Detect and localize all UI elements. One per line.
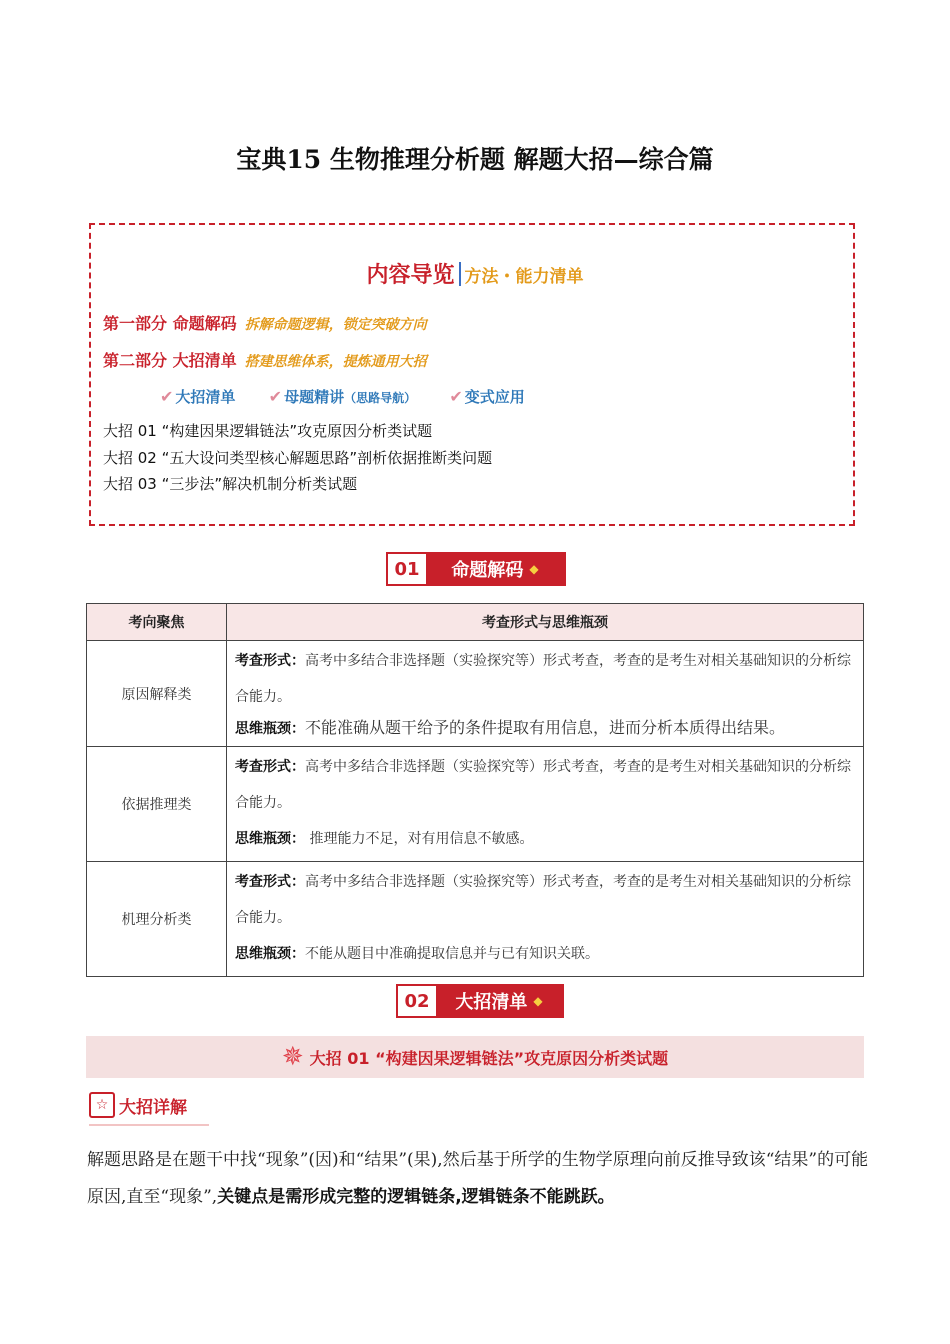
- form-text: 考查形式：高考中多结合非选择题（实验探究等）形式考查，考查的是考生对相关基础知识的分析综合能力。: [235, 759, 851, 811]
- check-icon: ✔: [160, 387, 174, 406]
- section-label: 命题解码 ◆: [426, 554, 564, 584]
- description-cell: [227, 641, 864, 747]
- trick-item: 大招 02 “五大设问类型核心解题思路”剖析依据推断类问题: [103, 449, 493, 467]
- form-text: 考查形式：高考中多结合非选择题（实验探究等）形式考查，考查的是考生对相关基础知识的分析综合能力。: [235, 874, 851, 926]
- focus-table: [86, 603, 864, 977]
- description-cell: [227, 747, 864, 862]
- check-icon: ✔: [268, 387, 283, 406]
- part-two-hint: 搭建思维体系，提炼通用大招: [244, 354, 427, 370]
- section-number: 01: [388, 554, 426, 584]
- table-row: [87, 862, 864, 977]
- diamond-icon: ◆: [533, 994, 543, 1008]
- bottleneck-text: 思维瓶颈： 推理能力不足，对有用信息不敏感。: [235, 831, 534, 847]
- check-item: ✔ 变式应用: [449, 387, 525, 406]
- detail-key-point: 关键点是需形成完整的逻辑链条,逻辑链条不能跳跃。: [217, 1187, 615, 1207]
- heading-underline: [89, 1124, 209, 1126]
- section-number: 02: [398, 986, 436, 1016]
- star-calendar-icon: ☆: [89, 1092, 115, 1118]
- page-title: 宝典15 生物推理分析题 解题大招—综合篇: [236, 145, 714, 174]
- trick-band: [86, 1036, 864, 1078]
- table-header: 考向聚焦: [87, 604, 227, 641]
- guide-title: 内容导览: [366, 263, 455, 288]
- detail-heading: [89, 1092, 187, 1118]
- table-row: [87, 641, 864, 747]
- category-cell: 机理分析类: [87, 862, 227, 977]
- check-item: ✔ 大招清单: [160, 387, 236, 406]
- description-cell: [227, 862, 864, 977]
- divider-bar: [459, 262, 461, 286]
- category-cell: 原因解释类: [87, 641, 227, 747]
- detail-heading-label: 大招详解: [119, 1097, 187, 1118]
- part-two-label: 第二部分 大招清单: [103, 351, 237, 370]
- section-badge-01: [386, 552, 566, 586]
- bottleneck-text: 思维瓶颈：不能从题目中准确提取信息并与已有知识关联。: [235, 946, 599, 962]
- part-one-label: 第一部分 命题解码: [103, 314, 237, 333]
- check-list: [160, 386, 553, 407]
- guide-heading: [0, 258, 950, 289]
- emblem-icon: ✵: [281, 1042, 304, 1072]
- detail-paragraph: 解题思路是在题干中找“现象”(因)和“结果”(果),然后基于所学的生物学原理向前反推导致该“结果”的可能原因,直至“现象”,关键点是需形成完整的逻辑链条,逻辑链条不能跳跃。: [87, 1150, 869, 1207]
- part-two: [103, 348, 427, 371]
- category-cell: 依据推理类: [87, 747, 227, 862]
- check-item: ✔ 母题精讲（思路导航）: [268, 387, 417, 406]
- section-label: 大招清单 ◆: [436, 986, 562, 1016]
- check-icon: ✔: [449, 387, 463, 406]
- guide-subtitle: 方法・能力清单: [464, 267, 584, 287]
- bottleneck-text: 思维瓶颈：不能准确从题干给予的条件提取有用信息，进而分析本质得出结果。: [235, 718, 786, 737]
- part-one-hint: 拆解命题逻辑，锁定突破方向: [244, 317, 427, 333]
- diamond-icon: ◆: [529, 562, 539, 576]
- part-one: [103, 311, 427, 334]
- form-text: 考查形式：高考中多结合非选择题（实验探究等）形式考查，考查的是考生对相关基础知识的分析综合能力。: [235, 653, 851, 705]
- trick-band-title: 大招 01 “构建因果逻辑链法”攻克原因分析类试题: [309, 1048, 669, 1068]
- section-badge-02: [396, 984, 564, 1018]
- table-header-row: [87, 604, 864, 641]
- trick-item: 大招 01 “构建因果逻辑链法”攻克原因分析类试题: [103, 422, 433, 440]
- trick-item: 大招 03 “三步法”解决机制分析类试题: [103, 475, 358, 493]
- table-header: 考查形式与思维瓶颈: [227, 604, 864, 641]
- table-row: [87, 747, 864, 862]
